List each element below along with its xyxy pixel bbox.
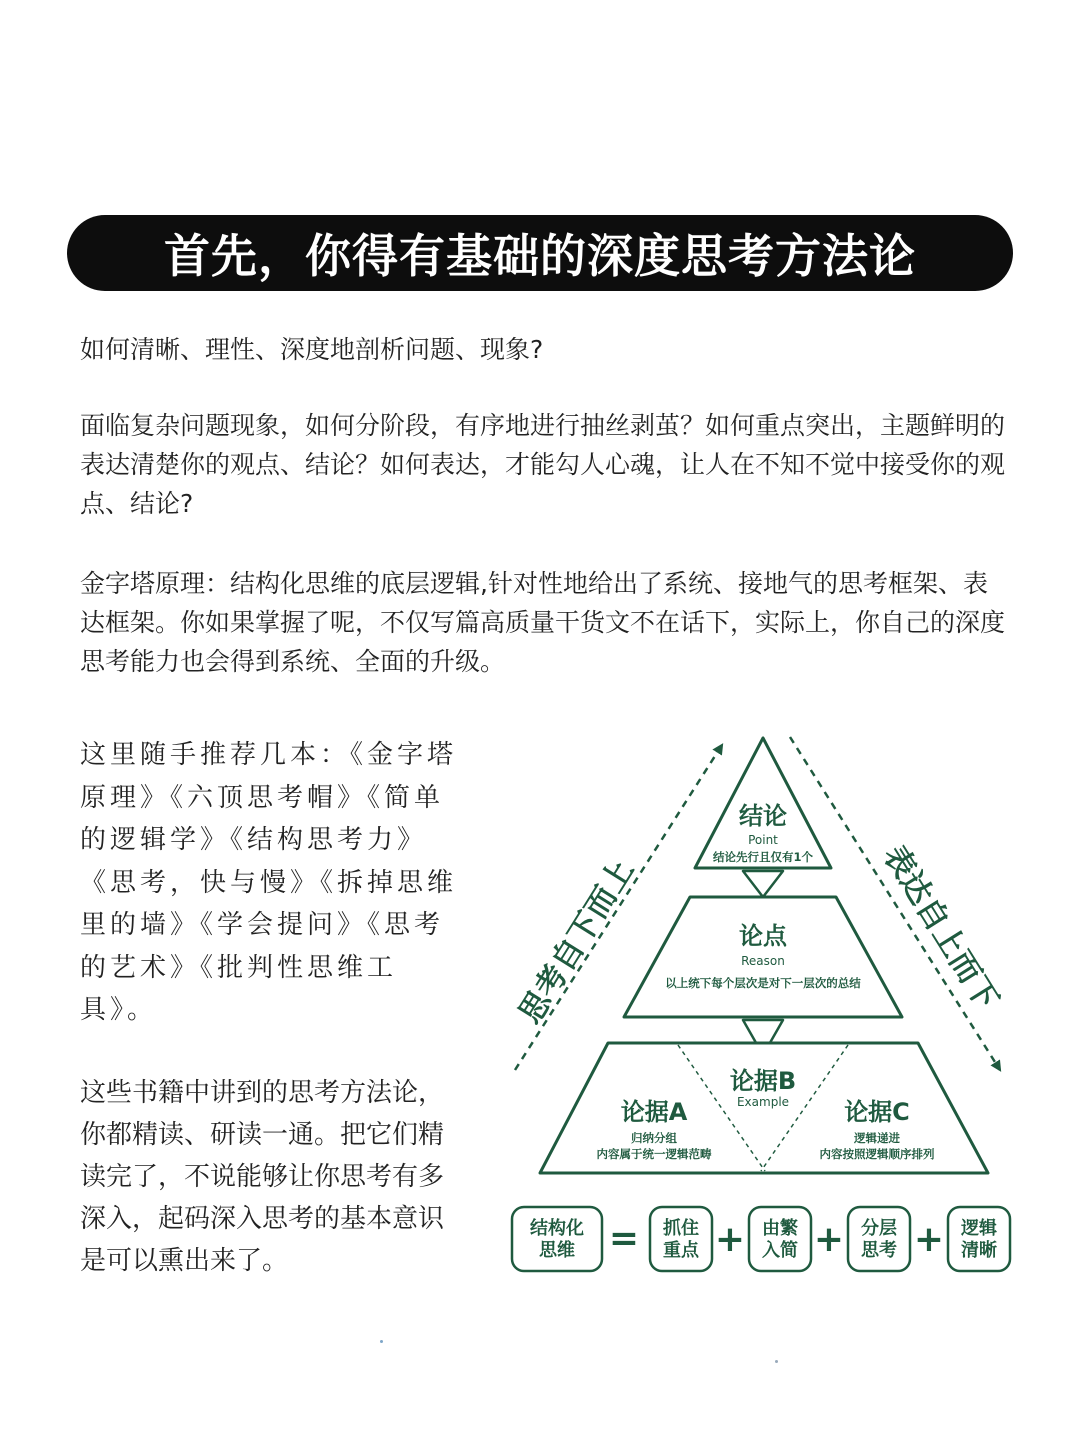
conclusion-desc: 结论先行且仅有1个 [712,850,814,864]
formula-term-2-line2: 入简 [762,1240,798,1261]
bottom-up-label: 思考自下而上 [511,853,642,1031]
reading-summary: 这些书籍中讲到的思考方法论，你都精读、研读一通。把它们精读完了，不说能够让你思考有多深入，起码深入思考的基本意识是可以熏出来了。 [80,1078,445,1276]
formula-term-4-line1: 逻辑 [961,1218,997,1239]
formula-lhs-box [512,1207,602,1271]
formula-term-3-line1: 分层 [861,1218,897,1239]
reason-title: 论点 [739,922,787,950]
formula-term-1-line1: 抓住 [663,1218,699,1239]
speck-mark [775,1360,778,1363]
evidence-a-desc2: 内容属于统一逻辑范畴 [596,1147,712,1161]
plus-sign-1: + [714,1219,746,1260]
formula-term-1-line2: 重点 [663,1240,699,1261]
top-down-label: 表达自上而下 [875,839,1006,1017]
plus-sign-2: + [813,1219,845,1260]
intro-paragraph-2: 面临复杂问题现象，如何分阶段，有序地进行抽丝剥茧？如何重点突出，主题鲜明的表达清楚你的观点、结论？如何表达，才能勾人心魂，让人在不知不觉中接受你的观点、结论? [80,411,1006,518]
evidence-c-title: 论据C [844,1098,910,1126]
formula-term-3-box [848,1207,910,1271]
formula-term-2-line1: 由繁 [762,1218,798,1239]
speck-mark [380,1340,383,1343]
formula-term-2-box [749,1207,811,1271]
conclusion-subtitle: Point [748,833,778,847]
book-recommendations: 这里随手推荐几本：《金字塔原理》《六顶思考帽》《简单的逻辑学》《结构思考力》《思考，快与慢》《拆掉思维里的墙》《学会提问》《思考的艺术》《批判性思维工具》。 [80,740,458,1025]
evidence-c-desc1: 逻辑递进 [854,1131,900,1145]
formula-term-4-line2: 清晰 [961,1240,997,1261]
conclusion-title: 结论 [739,802,787,830]
page-title: 首先，你得有基础的深度思考方法论 [164,229,916,283]
formula-lhs-line1: 结构化 [530,1218,584,1239]
formula-row [512,1207,1010,1271]
evidence-a-desc1: 归纳分组 [631,1131,677,1145]
evidence-c-desc2: 内容按照逻辑顺序排列 [819,1147,935,1161]
formula-lhs-line2: 思维 [539,1240,575,1261]
formula-term-3-line2: 思考 [861,1240,897,1261]
plus-sign-3: + [913,1219,945,1260]
evidence-b-subtitle: Example [736,1095,790,1109]
equals-sign: = [608,1218,640,1259]
intro-paragraph-3: 金字塔原理：结构化思维的底层逻辑,针对性地给出了系统、接地气的思考框架、表达框架。你如果掌握了呢，不仅写篇高质量干货文不在话下，实际上，你自己的深度思考能力也会得到系统、全面的升级。 [80,569,1006,676]
intro-paragraph-1: 如何清晰、理性、深度地剖析问题、现象? [80,335,544,364]
title-banner [67,215,1013,291]
reason-subtitle: Reason [741,954,785,968]
formula-term-1-box [650,1207,712,1271]
evidence-a-title: 论据A [620,1098,688,1126]
formula-term-4-box [948,1207,1010,1271]
evidence-b-title: 论据B [729,1067,797,1095]
reason-desc: 以上统下每个层次是对下一层次的总结 [665,976,861,990]
connector-arrow-top [743,871,783,897]
pyramid-diagram [500,725,1040,1285]
